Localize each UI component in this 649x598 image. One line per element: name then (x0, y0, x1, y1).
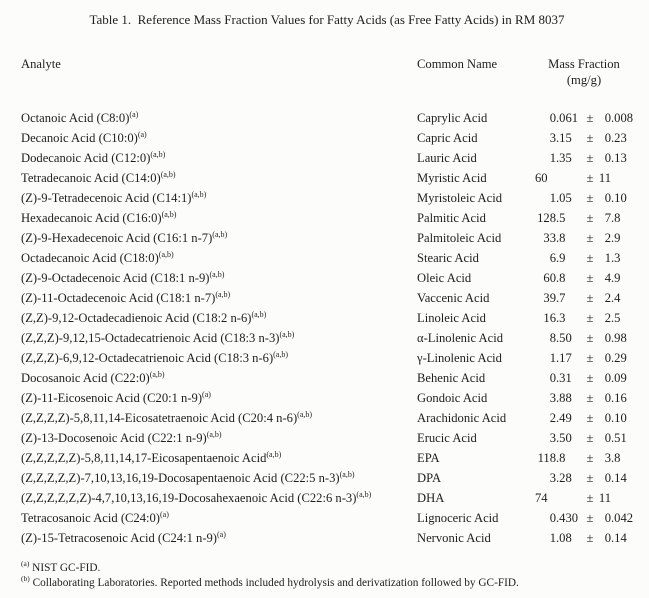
analyte-cell (21, 348, 417, 368)
value-decimal-part: .8 (556, 271, 566, 285)
analyte-footnote-marker: (a) (217, 529, 226, 539)
analyte-cell (21, 388, 417, 408)
header-mass-fraction-unit: (mg/g) (566, 73, 602, 87)
mass-fraction-cell (535, 388, 633, 408)
value-integer-part: 128 (537, 211, 556, 225)
uncertainty-integer-part: 0 (604, 471, 611, 485)
table-row (21, 328, 633, 348)
analyte-footnote-marker: (a,b) (206, 429, 222, 439)
value-integer-part: 0 (549, 371, 556, 385)
common-name-cell: Vaccenic Acid (417, 291, 490, 305)
uncertainty-integer-part: 0 (604, 391, 611, 405)
analyte-footnote-marker: (a) (160, 509, 169, 519)
value-integer-part: 60 (535, 171, 548, 185)
plus-minus-symbol: ± (586, 351, 594, 365)
table-title: Table 1. Reference Mass Fraction Values for Fatty Acids (as Free Fatty Acids) in RM 8037 (89, 12, 565, 27)
uncertainty-decimal-part: .51 (611, 431, 627, 445)
common-name-cell: Oleic Acid (417, 271, 472, 285)
table-row (21, 128, 633, 148)
uncertainty-integer-part: 4 (604, 271, 611, 285)
plus-minus-symbol: ± (586, 251, 594, 265)
analyte-cell (21, 508, 417, 528)
analyte-name: Hexadecanoic Acid (C16:0) (21, 211, 162, 225)
header-analyte: Analyte (21, 58, 61, 71)
value-decimal-part: .15 (556, 131, 572, 145)
table-row (21, 468, 633, 488)
value-integer-part: 16 (543, 311, 556, 325)
value-decimal-part: .88 (556, 391, 572, 405)
plus-minus-symbol: ± (586, 451, 594, 465)
common-name-cell: Capric Acid (417, 131, 478, 145)
plus-minus-symbol: ± (586, 391, 594, 405)
footnote-text: NIST GC-FID. (32, 562, 101, 574)
analyte-footnote-marker: (a,b) (150, 149, 166, 159)
plus-minus-symbol: ± (586, 371, 594, 385)
footnote-text: Collaborating Laboratories. Reported methods included hydrolysis and derivatization followed by GC-FID. (32, 577, 519, 589)
table-row (21, 508, 633, 528)
value-decimal-part: .05 (556, 191, 572, 205)
analyte-name: Docosanoic Acid (C22:0) (21, 371, 150, 385)
table-row (21, 228, 633, 248)
analyte-name: (Z)-9-Hexadecenoic Acid (C16:1 n-7) (21, 231, 213, 245)
value-decimal-part: .9 (556, 251, 566, 265)
value-integer-part: 0 (549, 111, 556, 125)
plus-minus-symbol: ± (586, 171, 594, 185)
analyte-name: (Z,Z)-9,12-Octadecadienoic Acid (C18:2 n-6) (21, 311, 252, 325)
value-integer-part: 8 (549, 331, 556, 345)
mass-fraction-cell (535, 368, 633, 388)
common-name-cell: DPA (417, 471, 442, 485)
analyte-cell (21, 188, 417, 208)
table-row (21, 428, 633, 448)
uncertainty-integer-part: 2 (604, 311, 611, 325)
analyte-footnote-marker: (a,b) (215, 289, 231, 299)
mass-fraction-cell (535, 408, 633, 428)
plus-minus-symbol: ± (586, 191, 594, 205)
uncertainty-integer-part: 0 (604, 331, 611, 345)
mass-fraction-cell (535, 108, 633, 128)
mass-fraction-cell (535, 348, 633, 368)
analyte-footnote-marker: (a,b) (158, 249, 174, 259)
plus-minus-symbol: ± (586, 291, 594, 305)
common-name-cell: Erucic Acid (417, 431, 477, 445)
uncertainty-integer-part: 0 (604, 151, 611, 165)
analyte-cell (21, 168, 417, 188)
plus-minus-symbol: ± (586, 431, 594, 445)
footnotes (21, 561, 633, 591)
analyte-cell (21, 308, 417, 328)
value-integer-part: 3 (549, 471, 556, 485)
analyte-name: Dodecanoic Acid (C12:0) (21, 151, 151, 165)
uncertainty-decimal-part: .29 (611, 351, 627, 365)
analyte-cell (21, 528, 417, 548)
table-row (21, 208, 633, 228)
uncertainty-decimal-part: .14 (611, 471, 627, 485)
value-decimal-part: .430 (556, 511, 579, 525)
analyte-footnote-marker: (a) (137, 129, 147, 139)
common-name-cell: α-Linolenic Acid (417, 331, 503, 345)
value-integer-part: 1 (549, 191, 556, 205)
common-name-cell: DHA (417, 491, 445, 505)
table-row (21, 308, 633, 328)
analyte-cell (21, 448, 417, 468)
uncertainty-decimal-part: .13 (611, 151, 627, 165)
table-row (21, 188, 633, 208)
mass-fraction-cell (535, 288, 633, 308)
analyte-footnote-marker: (a,b) (266, 449, 282, 459)
common-name-cell: Lauric Acid (417, 151, 477, 165)
uncertainty-integer-part: 0 (604, 411, 611, 425)
analyte-name: Decanoic Acid (C10:0) (21, 131, 138, 145)
analyte-name: (Z)-11-Eicosenoic Acid (C20:1 n-9) (21, 391, 203, 405)
uncertainty-integer-part: 2 (604, 231, 611, 245)
uncertainty-decimal-part: .8 (611, 211, 621, 225)
uncertainty-integer-part: 0 (604, 131, 611, 145)
analyte-cell (21, 408, 417, 428)
common-name-cell: Stearic Acid (417, 251, 479, 265)
common-name-cell: Caprylic Acid (417, 111, 488, 125)
analyte-cell (21, 248, 417, 268)
analyte-name: (Z,Z,Z)-9,12,15-Octadecatrienoic Acid (C18:3 n-3) (21, 331, 280, 345)
uncertainty-integer-part: 2 (604, 291, 611, 305)
table-row (21, 348, 633, 368)
analyte-footnote-marker: (a,b) (212, 229, 228, 239)
analyte-cell (21, 368, 417, 388)
uncertainty-integer-part: 1 (604, 251, 611, 265)
analyte-name: (Z,Z,Z,Z)-5,8,11,14-Eicosatetraenoic Acid (C20:4 n-6) (21, 411, 298, 425)
value-decimal-part: .7 (556, 291, 566, 305)
uncertainty-decimal-part: .4 (611, 291, 621, 305)
analyte-cell (21, 108, 417, 128)
table-row (21, 288, 633, 308)
common-name-cell: Palmitoleic Acid (417, 231, 502, 245)
mass-fraction-cell (535, 268, 633, 288)
analyte-footnote-marker: (a,b) (191, 189, 207, 199)
table-row (21, 408, 633, 428)
plus-minus-symbol: ± (586, 531, 594, 545)
value-decimal-part: .8 (556, 451, 566, 465)
uncertainty-decimal-part: .042 (611, 511, 634, 525)
plus-minus-symbol: ± (586, 471, 594, 485)
value-decimal-part: .3 (556, 311, 566, 325)
value-decimal-part: .31 (556, 371, 572, 385)
value-decimal-part: .8 (556, 231, 566, 245)
value-decimal-part: .17 (556, 351, 572, 365)
plus-minus-symbol: ± (586, 491, 594, 505)
mass-fraction-cell (535, 328, 633, 348)
table-row (21, 108, 633, 128)
common-name-cell: Behenic Acid (417, 371, 486, 385)
analyte-footnote-marker: (a,b) (273, 349, 289, 359)
analyte-cell (21, 128, 417, 148)
uncertainty-decimal-part: .98 (611, 331, 627, 345)
plus-minus-symbol: ± (586, 131, 594, 145)
uncertainty-decimal-part: .14 (611, 531, 627, 545)
value-integer-part: 3 (549, 391, 556, 405)
common-name-cell: Myristoleic Acid (417, 191, 502, 205)
mass-fraction-cell (535, 128, 633, 148)
table-row (21, 148, 633, 168)
analyte-cell (21, 288, 417, 308)
analyte-name: (Z)-13-Docosenoic Acid (C22:1 n-9) (21, 431, 207, 445)
uncertainty-integer-part: 11 (598, 171, 611, 185)
analyte-name: (Z)-9-Tetradecenoic Acid (C14:1) (21, 191, 192, 205)
value-integer-part: 6 (549, 251, 556, 265)
mass-fraction-cell (535, 428, 633, 448)
uncertainty-decimal-part: .008 (611, 111, 634, 125)
mass-fraction-cell (535, 188, 633, 208)
analyte-name: (Z)-11-Octadecenoic Acid (C18:1 n-7) (21, 291, 216, 305)
value-integer-part: 74 (535, 491, 548, 505)
uncertainty-decimal-part: .5 (611, 311, 621, 325)
value-decimal-part (556, 488, 582, 508)
table-row (21, 248, 633, 268)
common-name-cell: γ-Linolenic Acid (417, 351, 502, 365)
common-name-cell: Gondoic Acid (417, 391, 488, 405)
table-row (21, 448, 633, 468)
analyte-name: Octadecanoic Acid (C18:0) (21, 251, 159, 265)
value-decimal-part: .49 (556, 411, 572, 425)
value-integer-part: 118 (537, 451, 556, 465)
uncertainty-decimal-part (611, 488, 633, 508)
table-row (21, 368, 633, 388)
plus-minus-symbol: ± (586, 271, 594, 285)
value-integer-part: 0 (549, 511, 556, 525)
uncertainty-integer-part: 0 (604, 431, 611, 445)
uncertainty-integer-part: 7 (604, 211, 611, 225)
plus-minus-symbol: ± (586, 231, 594, 245)
uncertainty-integer-part: 11 (598, 491, 611, 505)
analyte-footnote-marker: (a,b) (149, 369, 165, 379)
mass-fraction-cell (535, 308, 633, 328)
mass-fraction-cell (535, 488, 633, 508)
value-decimal-part: .28 (556, 471, 572, 485)
common-name-cell: Lignoceric Acid (417, 511, 499, 525)
uncertainty-decimal-part: .23 (611, 131, 627, 145)
mass-fraction-cell (535, 448, 633, 468)
value-integer-part: 33 (543, 231, 556, 245)
value-integer-part: 3 (549, 431, 556, 445)
analyte-cell (21, 468, 417, 488)
plus-minus-symbol: ± (586, 211, 594, 225)
uncertainty-decimal-part: .8 (611, 451, 621, 465)
analyte-footnote-marker: (a,b) (339, 469, 355, 479)
plus-minus-symbol: ± (586, 511, 594, 525)
analyte-name: Tetracosanoic Acid (C24:0) (21, 511, 161, 525)
mass-fraction-cell (535, 508, 633, 528)
footnote-marker: (a) (21, 559, 30, 569)
common-name-cell: Nervonic Acid (417, 531, 491, 545)
value-integer-part: 1 (549, 531, 556, 545)
value-integer-part: 2 (549, 411, 556, 425)
plus-minus-symbol: ± (586, 411, 594, 425)
value-integer-part: 39 (543, 291, 556, 305)
value-integer-part: 1 (549, 151, 556, 165)
header-mass-fraction (535, 58, 633, 87)
analyte-cell (21, 148, 417, 168)
analyte-cell (21, 268, 417, 288)
analyte-cell (21, 228, 417, 248)
common-name-cell: Linoleic Acid (417, 311, 486, 325)
uncertainty-decimal-part: .3 (611, 251, 621, 265)
header-mass-fraction-label: Mass Fraction (548, 57, 620, 71)
uncertainty-integer-part: 0 (604, 511, 611, 525)
mass-fraction-cell (535, 248, 633, 268)
analyte-footnote-marker: (a,b) (161, 209, 177, 219)
common-name-cell: Myristic Acid (417, 171, 487, 185)
table-row (21, 388, 633, 408)
value-decimal-part: .061 (556, 111, 579, 125)
footnote-marker: (b) (21, 574, 30, 584)
uncertainty-integer-part: 0 (604, 351, 611, 365)
value-decimal-part: .35 (556, 151, 572, 165)
analyte-name: (Z,Z,Z,Z,Z)-5,8,11,14,17-Eicosapentaenoic Acid (21, 451, 267, 465)
uncertainty-integer-part: 0 (604, 111, 611, 125)
table-row (21, 168, 633, 188)
value-integer-part: 1 (549, 351, 556, 365)
analyte-name: Tetradecanoic Acid (C14:0) (21, 171, 161, 185)
plus-minus-symbol: ± (586, 111, 594, 125)
plus-minus-symbol: ± (586, 151, 594, 165)
analyte-footnote-marker: (a,b) (279, 329, 295, 339)
analyte-name: (Z,Z,Z,Z,Z)-7,10,13,16,19-Docosapentaenoic Acid (C22:5 n-3) (21, 471, 340, 485)
value-decimal-part: .50 (556, 431, 572, 445)
uncertainty-integer-part: 0 (604, 371, 611, 385)
analyte-footnote-marker: (a,b) (356, 489, 372, 499)
value-decimal-part: .5 (556, 211, 566, 225)
analyte-name: (Z)-9-Octadecenoic Acid (C18:1 n-9) (21, 271, 210, 285)
plus-minus-symbol: ± (586, 311, 594, 325)
uncertainty-decimal-part: .10 (611, 191, 627, 205)
analyte-name: (Z,Z,Z,Z,Z,Z)-4,7,10,13,16,19-Docosahexaenoic Acid (C22:6 n-3) (21, 491, 357, 505)
table-row (21, 528, 633, 548)
mass-fraction-cell (535, 148, 633, 168)
footnote (21, 576, 633, 591)
analyte-name: (Z)-15-Tetracosenoic Acid (C24:1 n-9) (21, 531, 218, 545)
mass-fraction-cell (535, 468, 633, 488)
mass-fraction-cell (535, 168, 633, 188)
common-name-cell: Palmitic Acid (417, 211, 486, 225)
analyte-name: (Z,Z,Z)-6,9,12-Octadecatrienoic Acid (C18:3 n-6) (21, 351, 274, 365)
table-row (21, 488, 633, 508)
analyte-name: Octanoic Acid (C8:0) (21, 111, 130, 125)
common-name-cell: Arachidonic Acid (417, 411, 507, 425)
table-row (21, 268, 633, 288)
uncertainty-decimal-part: .09 (611, 371, 627, 385)
mass-fraction-cell (535, 208, 633, 228)
mass-fraction-cell (535, 528, 633, 548)
uncertainty-decimal-part: .9 (611, 271, 621, 285)
analyte-cell (21, 488, 417, 508)
header-common-name: Common Name (417, 58, 498, 71)
analyte-footnote-marker: (a,b) (160, 169, 176, 179)
footnote (21, 561, 633, 576)
analyte-footnote-marker: (a,b) (209, 269, 225, 279)
value-integer-part: 3 (549, 131, 556, 145)
analyte-cell (21, 328, 417, 348)
uncertainty-integer-part: 3 (604, 451, 611, 465)
uncertainty-integer-part: 0 (604, 191, 611, 205)
analyte-cell (21, 428, 417, 448)
uncertainty-decimal-part: .16 (611, 391, 627, 405)
value-decimal-part (556, 168, 582, 188)
uncertainty-integer-part: 0 (604, 531, 611, 545)
table-header-row (21, 58, 633, 87)
plus-minus-symbol: ± (586, 331, 594, 345)
value-integer-part: 60 (543, 271, 556, 285)
analyte-footnote-marker: (a) (202, 389, 211, 399)
value-decimal-part: .08 (556, 531, 572, 545)
analyte-footnote-marker: (a,b) (297, 409, 313, 419)
table-body (21, 108, 633, 548)
uncertainty-decimal-part (611, 168, 633, 188)
uncertainty-decimal-part: .10 (611, 411, 627, 425)
value-decimal-part: .50 (556, 331, 572, 345)
analyte-footnote-marker: (a) (129, 109, 139, 119)
uncertainty-decimal-part: .9 (611, 231, 621, 245)
analyte-cell (21, 208, 417, 228)
analyte-footnote-marker: (a,b) (251, 309, 267, 319)
mass-fraction-cell (535, 228, 633, 248)
common-name-cell: EPA (417, 451, 440, 465)
